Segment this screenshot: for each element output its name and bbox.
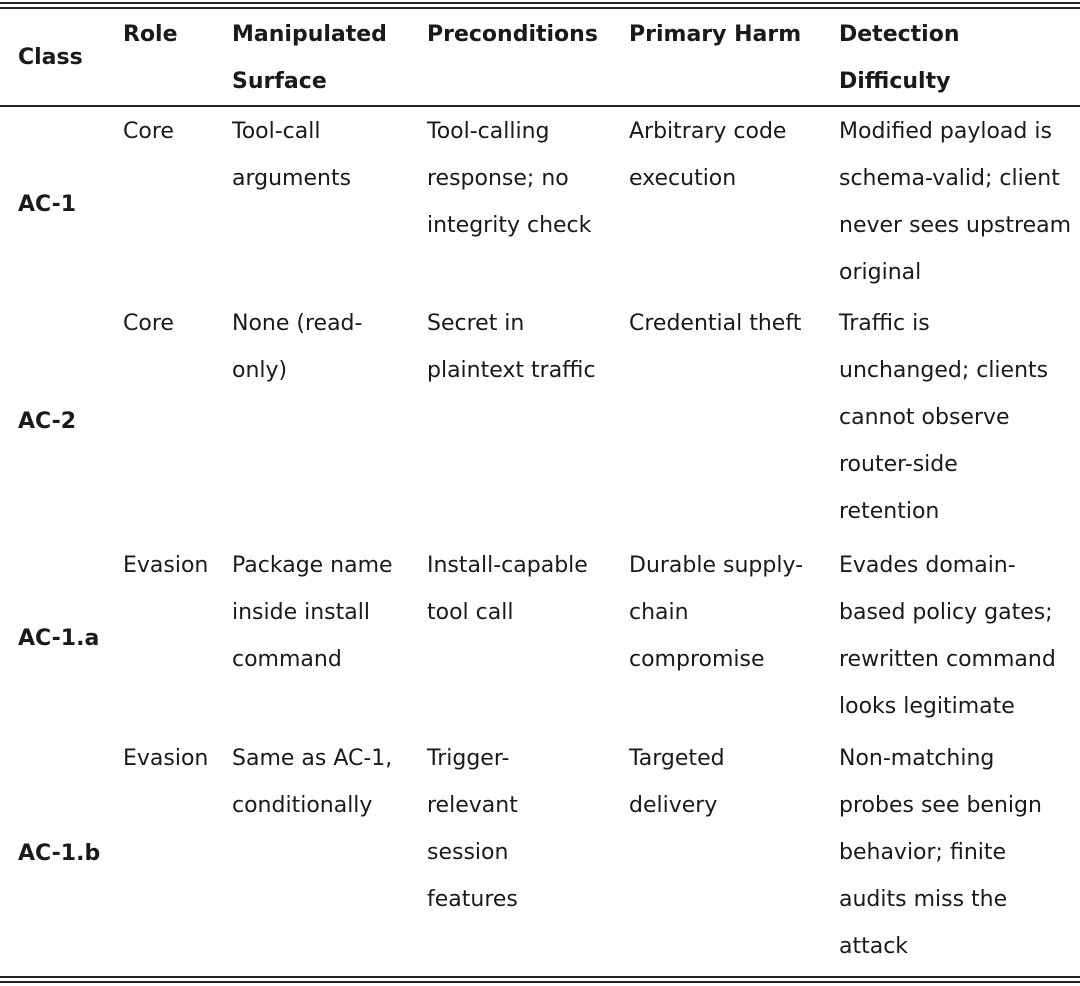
cell-preconditions: Install-capable tool call bbox=[427, 553, 588, 625]
top-rule-double bbox=[0, 7, 1080, 9]
cell-preconditions: Secret in plaintext traffic bbox=[427, 311, 596, 383]
cell-detection: Evades domain- based policy gates; rewritten command looks legitimate bbox=[839, 553, 1056, 719]
header-row bbox=[0, 10, 1080, 105]
attack-class-table bbox=[0, 10, 1080, 971]
header-class: Class bbox=[18, 45, 83, 70]
cell-class: AC-2 bbox=[18, 408, 77, 434]
cell-role: Evasion bbox=[123, 746, 209, 771]
cell-surface: Package name inside install command bbox=[232, 553, 393, 672]
cell-detection: Modified payload is schema-valid; client never sees upstream original bbox=[839, 119, 1072, 285]
cell-surface: Tool-call arguments bbox=[232, 119, 352, 191]
cell-detection: Traffic is unchanged; clients cannot observe router-side retention bbox=[839, 311, 1049, 524]
cell-harm: Targeted delivery bbox=[629, 746, 725, 818]
cell-harm: Durable supply- chain compromise bbox=[629, 553, 804, 672]
cell-harm: Credential theft bbox=[629, 311, 802, 336]
table-row bbox=[0, 300, 1080, 542]
cell-class: AC-1.a bbox=[18, 626, 100, 651]
cell-preconditions: Tool-calling response; no integrity check bbox=[427, 119, 592, 238]
cell-surface: Same as AC-1, conditionally bbox=[232, 746, 393, 818]
header-manipulated-surface: Manipulated Surface bbox=[232, 22, 387, 94]
cell-preconditions: Trigger- relevant session features bbox=[427, 746, 518, 912]
bottom-rule bbox=[0, 976, 1080, 978]
header-primary-harm: Primary Harm bbox=[629, 22, 802, 47]
cell-class: AC-1.b bbox=[18, 840, 101, 866]
cell-surface: None (read- only) bbox=[232, 311, 363, 383]
table-row bbox=[0, 105, 1080, 300]
top-rule bbox=[0, 2, 1080, 4]
header-role: Role bbox=[123, 22, 178, 47]
cell-role: Evasion bbox=[123, 553, 209, 578]
table-row bbox=[0, 735, 1080, 971]
bottom-rule-double bbox=[0, 981, 1080, 983]
table-row bbox=[0, 542, 1080, 735]
cell-role: Core bbox=[123, 311, 174, 336]
cell-role: Core bbox=[123, 119, 174, 144]
cell-detection: Non-matching probes see benign behavior; finite audits miss the attack bbox=[839, 746, 1042, 959]
header-preconditions: Preconditions bbox=[427, 22, 598, 47]
header-detection-difficulty: Detection Difficulty bbox=[839, 22, 960, 94]
cell-harm: Arbitrary code execution bbox=[629, 119, 787, 191]
cell-class: AC-1 bbox=[18, 191, 77, 217]
